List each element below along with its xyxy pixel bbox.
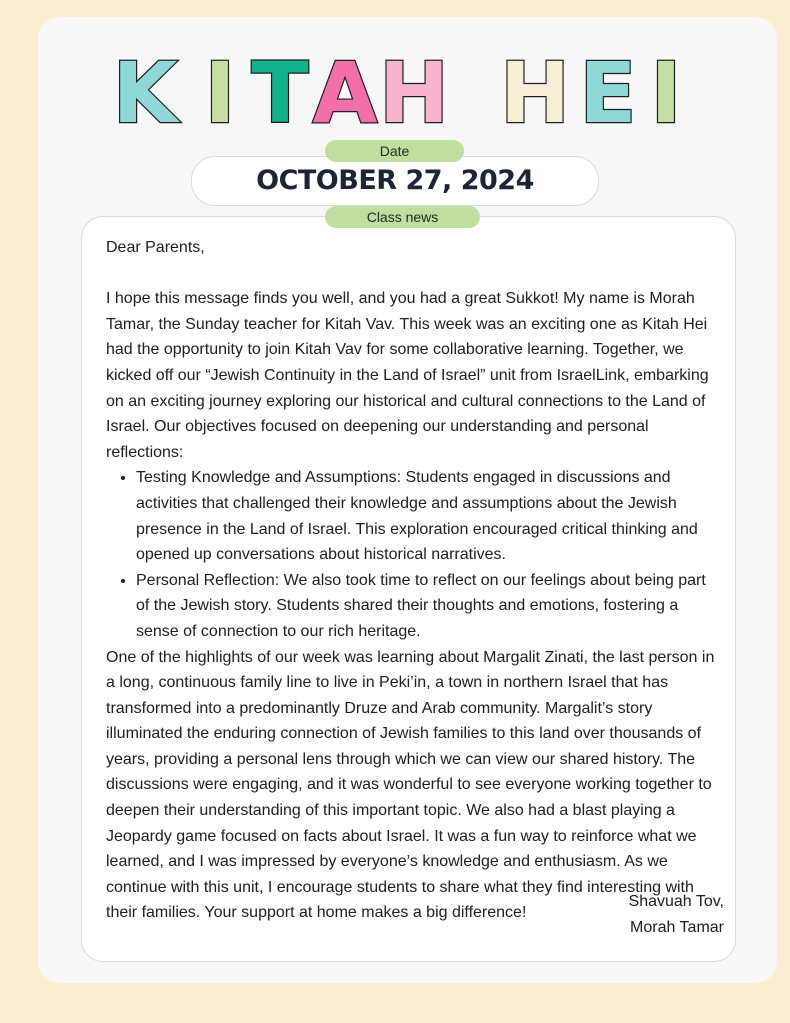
class-news-label: Class news — [325, 206, 480, 228]
title-letter: H — [378, 50, 450, 132]
page-title — [0, 50, 790, 132]
title-letter: I — [650, 50, 682, 132]
letter-body — [106, 235, 722, 926]
objectives-list — [106, 465, 722, 644]
title-letter: T — [251, 50, 309, 132]
list-item: • Testing Knowledge and Assumptions: Students engaged in discussions and activities that challenged their knowledge and assumptions about the Jewish presence in the Land of Israel. This exploration encouraged critical thinking and opened up conversations about historical narratives. — [136, 465, 722, 567]
greeting: Dear Parents, — [106, 239, 205, 256]
closing: Shavuah Tov, — [628, 893, 724, 910]
date-value: OCTOBER 27, 2024 — [191, 156, 599, 206]
title-letter: I — [204, 50, 236, 132]
title-letter: E — [579, 50, 637, 132]
list-item: • Personal Reflection: We also took time to reflect on our feelings about being part of the Jewish story. Students shared their thoughts and emotions, fostering a sense of connection to our rich heritage. — [136, 568, 722, 645]
title-letter: K — [112, 50, 178, 132]
title-letter: H — [499, 50, 571, 132]
signature-name: Morah Tamar — [630, 918, 724, 936]
intro-paragraph: I hope this message finds you well, and you had a great Sukkot! My name is Morah Tamar, the Sunday teacher for Kitah Vav. This week was an exciting one as Kitah Hei had the opportunity to join Kitah Vav for some collaborative learning. Together, we kicked off our “Jewish Continuity in the Land of Israel” unit from IsraelLink, embarking on an exciting journey exploring our historical and cultural connections to the Land of Israel. Our objectives focused on deepening our understanding and personal reflections: — [106, 290, 709, 461]
title-lettering — [0, 50, 790, 132]
body-paragraph: One of the highlights of our week was learning about Margalit Zinati, the last person in a long, continuous family line to live in Peki’in, a town in northern Israel that has transformed into a predominantly Druze and Arab community. Margalit’s story illuminated the enduring connection of Jewish families to this land over thousands of years, providing a personal lens through which we can view our shared history. The discussions were engaging, and it was wonderful to see everyone working together to deepen their understanding of this important topic. We also had a blast playing a Jeopardy game focused on facts about Israel. It was a fun way to reinforce what we learned, and I was impressed by everyone’s knowledge and enthusiasm. As we continue with this unit, I encourage students to share what they find interesting with their families. Your support at home makes a big difference! — [106, 648, 715, 922]
date-label: Date — [325, 140, 464, 162]
signature-block — [629, 889, 724, 940]
title-letter: A — [312, 50, 378, 132]
